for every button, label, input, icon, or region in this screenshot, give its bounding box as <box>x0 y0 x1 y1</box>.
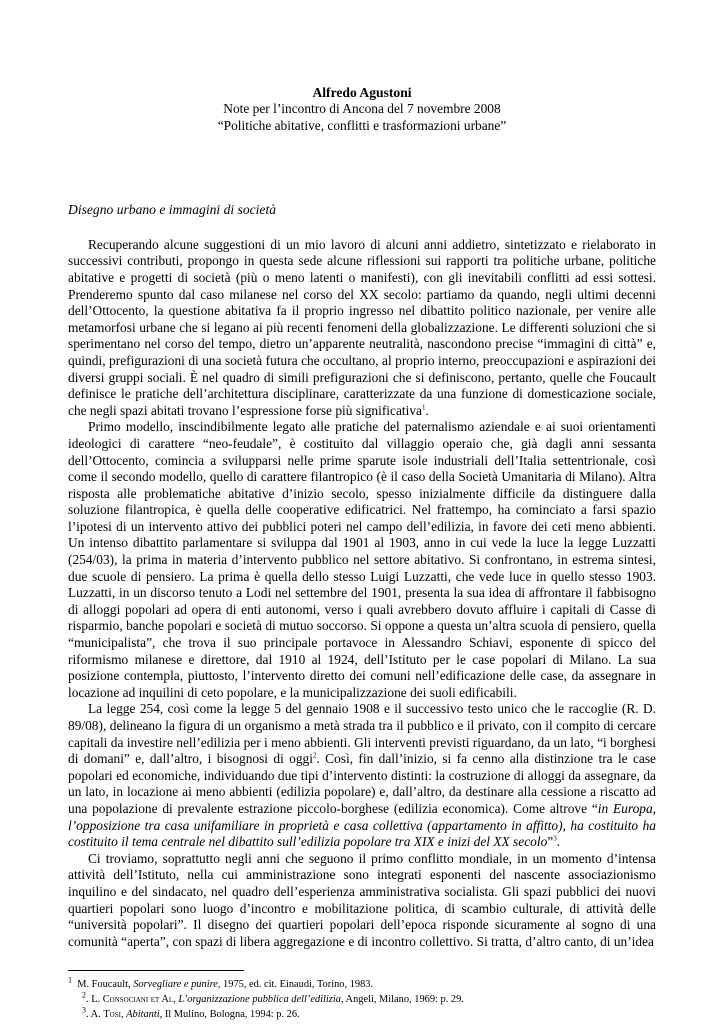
paragraph-1-text: Recuperando alcune suggestioni di un mio lavoro di alcuni anni addietro, sintetizzato e rielaborato in successivi contributi, propongo in questa sede alcune riflessioni sui rapporti tra politiche urbane, politiche abitative e progetti di società (più o meno latenti o manifesti), con gli inevitabili conflitti ad essi sottesi. Prenderemo spunto dal caso milanese nel corso del XX secolo: partiamo da quando, negli ultimi decenni dell’Ottocento, la questione abitativa fa il proprio ingresso nel dibattito politico nazionale, per venire alle metamorfosi urbane che si legano ai più recenti fenomeni della globalizzazione. Le differenti soluzioni che si sperimentano nel corso del tempo, dietro un’apparente neutralità, nascondono precise “immagini di città” e, quindi, prefigurazioni di una società futura che occultano, al proprio interno, preoccupazioni e aspirazioni dei diversi gruppi sociali. È nel quadro di simili prefigurazioni che si definiscono, pertanto, quelle che Foucault definisce le pratiche dell’architettura disciplinare, caratterizzate da una funzione di domesticazione sociale, che negli spazi abitati trovano l’espressione forse più significativa <box>68 236 656 418</box>
paragraph-3-text-a: La legge 254, così come la legge 5 del gennaio 1908 e il successivo testo unico che le raccoglie (R. D. 89/08), delineano la figura di un organismo a metà strada tra il pubblico e il privato, con il compito di cercare capitali da investire nell’edilizia per i meno abbienti. Gli interventi previsti riguardano, da un lato, “i borghesi di domani” e, dall’altro, i bisognosi di oggi <box>68 701 656 767</box>
footnote-separator <box>68 970 244 971</box>
footnote-text: , Angeli, Milano, 1969: p. 29. <box>340 994 464 1006</box>
footnote-title: Sorvegliare e punire <box>133 979 218 991</box>
paragraph-3-quote: in Europa, l’opposizione tra casa unifamiliare in proprietà e casa collettiva (appartamento in affitto), ha costituito ha costituito il tema centrale nel dibattito sull’edilizia popolare tra XIX e inizi del XX secolo <box>68 800 656 850</box>
footnote-text: , 1975, ed. cit. Einaudi, Torino, 1983. <box>217 979 374 991</box>
footnote-number: 2 <box>82 990 86 1000</box>
footnote-text: . L. <box>86 994 103 1006</box>
footnote-1 <box>68 977 656 992</box>
footnote-text: , Il Mulino, Bologna, 1994: p. 26. <box>159 1009 300 1021</box>
paragraph-1 <box>68 237 656 420</box>
paragraph-3-text-c: ” <box>547 834 554 850</box>
footnote-ref-1[interactable]: 1 <box>422 403 426 412</box>
paragraph-2 <box>68 419 656 701</box>
paragraph-1-end: . <box>425 402 429 418</box>
footnote-author: Tosi <box>103 1009 121 1021</box>
footnote-text: , <box>120 1009 127 1021</box>
meeting-topic: “Politiche abitative, conflitti e trasformazioni urbane” <box>217 117 507 133</box>
footnote-title: L’organizzazione pubblica dell’edilizia <box>178 994 341 1006</box>
paragraph-3-text-b: . Così, fin dall’inizio, si fa cenno alla distinzione tra le case popolari ed economiche, individuando due tipi d’intervento distinti: la costruzione di alloggi da assegnare, da un lato, in locazione ai meno abbienti (edilizia popolare) e, dall’altro, da destinare alla cessione a riscatto ad una popolazione di prevalente estrazione piccolo-borghese (edilizia economica). Come altrove “ <box>68 751 656 816</box>
footnotes <box>68 977 656 1022</box>
footnote-text: M. Foucault, <box>77 979 134 991</box>
paragraph-4 <box>68 851 656 951</box>
document-page <box>68 84 656 1022</box>
section-title: Disegno urbano e immagini di società <box>68 202 277 218</box>
footnote-3 <box>68 1007 656 1022</box>
footnote-number: 3 <box>82 1005 86 1015</box>
paragraph-2-text: Primo modello, inscindibilmente legato alle pratiche del paternalismo aziendale e ai suoi orientamenti ideologici di carattere “neo-feudale”, è costituito dal villaggio operaio che, già dagli anni sessanta dell’Ottocento, comincia a svilupparsi nelle prime sparute isole industriali dell’Italia settentrionale, così come il secondo modello, quello di carattere filantropico (è il caso della Società Umanitaria di Milano). Altra risposta alle problematiche abitative d’inizio secolo, spesso inizialmente difficile da distinguere dalla soluzione filantropica, è quella delle cooperative edificatrici. Nel frattempo, ha cominciato a farsi spazio l’ipotesi di un intervento attivo dei pubblici poteri nel campo dell’edilizia, in favore dei ceti meno abbienti. Un intenso dibattito parlamentare si sviluppa dal 1901 al 1903, anno in cui vede la luce la legge Luzzatti (254/03), la prima in materia d’intervento pubblico nel settore abitativo. Si confrontano, in estrema sintesi, due scuole di pensiero. La prima è quella dello stesso Luigi Luzzatti, che vede luce in quello stesso 1903. Luzzatti, in un discorso tenuto a Lodi nel settembre del 1901, presenta la sua idea di affrontare il fabbisogno di alloggi popolari ad opera di enti autonomi, verso i quali avrebbero dovuto affluire i capitali di Casse di risparmio, banche popolari e società di mutuo soccorso. Si oppone a questa un’altra scuola di pensiero, quella “municipalista”, che trova il suo principale portavoce in Alessandro Schiavi, esponente di spicco del riformismo milanese e direttore, dal 1910 al 1924, dell’Istituto per le case popolari di Milano. La sua posizione contempla, piuttosto, l’intervento diretto dei comuni nell’edificazione delle case, da assegnare in locazione ad inquilini di ceto popolare, e la municipalizzazione dei suoli edificabili. <box>68 419 656 700</box>
paragraph-3-end: . <box>556 834 561 850</box>
document-header <box>68 84 656 134</box>
footnote-text: . A. <box>86 1009 104 1021</box>
footnote-ref-2[interactable]: 2 <box>312 751 317 760</box>
footnote-number: 1 <box>68 975 72 985</box>
footnote-title: Abitanti <box>126 1009 160 1021</box>
footnote-author: Consociani et Al <box>102 994 174 1006</box>
footnote-text: , <box>173 994 179 1006</box>
author-name: Alfredo Agustoni <box>312 85 412 100</box>
paragraph-3 <box>68 701 656 850</box>
paragraph-4-text: Ci troviamo, soprattutto negli anni che seguono il primo conflitto mondiale, in un momento d’intensa attività dell’Istituto, nella cui amministrazione sono integrati esponenti del nascente associazionismo inquilino e del sindacato, nel quadro dell’esperienza amministrativa socialista. Gli spazi pubblici dei nuovi quartieri popolari sono luogo d’incontro e mobilitazione politica, di scambio culturale, di attività delle “università popolari”. Il disegno dei quartieri popolari dell’epoca risponde sicuramente al sogno di una comunità “aperta”, con spazi di libera aggregazione e di incontro collettivo. Si tratta, d’altro canto, di un’idea <box>68 850 656 949</box>
meeting-note: Note per l’incontro di Ancona del 7 novembre 2008 <box>223 101 501 116</box>
footnote-2 <box>68 992 656 1007</box>
footnote-ref-3[interactable]: 3 <box>553 834 557 843</box>
